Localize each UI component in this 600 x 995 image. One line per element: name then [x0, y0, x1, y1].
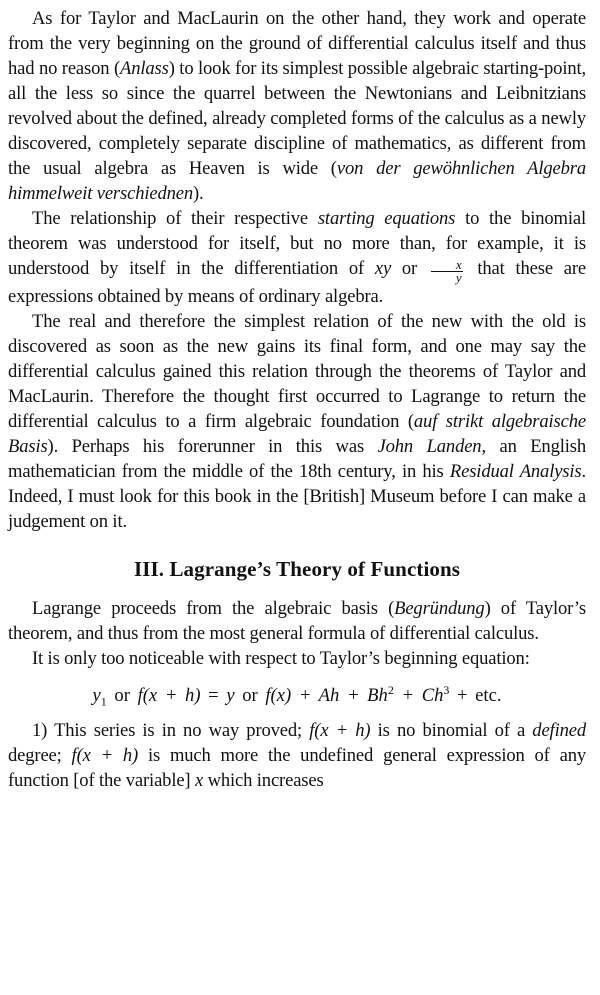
paragraph-starting-equations: The relationship of their respective starting equations to the binomial theorem was understood for itself, but no more than, for example, it is understood by itself in the differentiation of xy or $\frac{x}{y}$ that these are expressions obtained by means of ordinary algebra.: [8, 208, 587, 307]
taylor-equation: $y_1$ or f(x + h) = y or $f(x) + Ah + Bh^2 + Ch^3$ + etc.: [92, 682, 502, 709]
paragraph-noticeable: It is only too noticeable with respect to Taylor’s beginning equation:: [32, 648, 530, 669]
paragraph-taylor-maclaurin: As for Taylor and MacLaurin on the other hand, they work and operate from the very beginning on the ground of differential calculus itself and thus had no reason (Anlass) to look for its simplest possible algebraic starting-point, all the less so since the quarrel between the Newtonians and Leibnitzians revolved about the defined, already completed forms of the calculus as a newly discovered, completely separate discipline of mathematics, as different from the usual algebra as Heaven is wide (von der gewöhnlichen Algebra himmelweit verschiednen).: [8, 8, 587, 204]
fraction-x-over-y: $\frac{x}{y}$: [431, 259, 463, 284]
paragraph-series-not-proved: 1) This series is in no way proved; f(x + h) is no binomial of a defined degree; f(x + h) is much more the undefined general expression of any function [of the variable] x which increases: [8, 720, 586, 791]
paragraph-real-relation: The real and therefore the simplest relation of the new with the old is discovered as soon as the new gains its final form, and one may say the differential calculus gained this relation through the theorems of Taylor and MacLaurin. Therefore the thought first occurred to Lagrange to return the differential calculus to a firm algebraic foundation (auf strikt algebraische Basis). Perhaps his forerunner in this was John Landen, an English mathematician from the middle of the 18th century, in his Residual Analysis. Indeed, I must look for this book in the [British] Museum before I can make a judgement on it.: [8, 311, 587, 532]
section-heading: III. Lagrange’s Theory of Functions: [133, 557, 461, 581]
paragraph-lagrange-basis: Lagrange proceeds from the algebraic basis (Begründung) of Taylor’s theorem, and thus from the most general formula of differential calculus.: [8, 598, 587, 644]
